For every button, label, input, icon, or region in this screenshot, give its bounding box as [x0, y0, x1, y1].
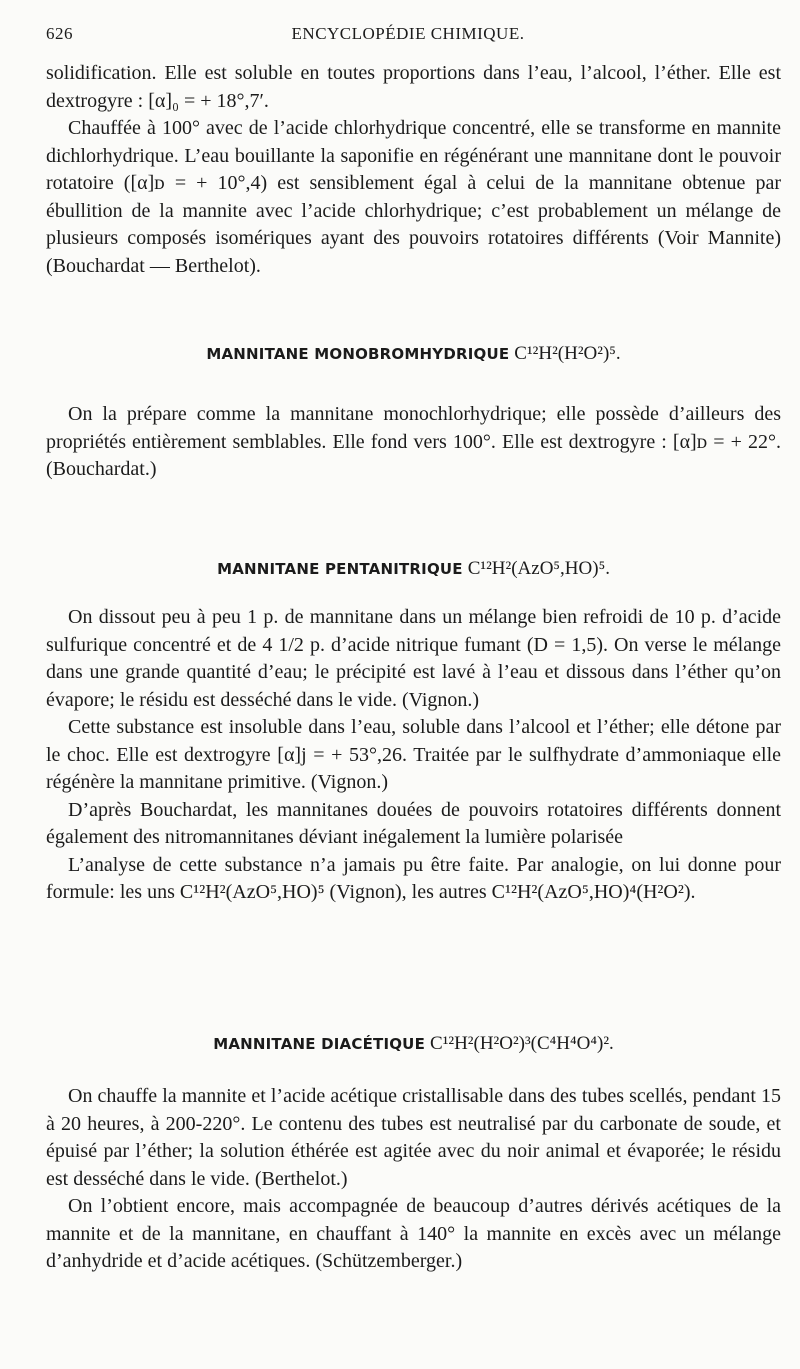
- paragraph: L’analyse de cette substance n’a jamais pu être faite. Par analogie, on lui donne pour formule: les uns C¹²H²(AzO⁵,HO)⁵ (Vignon), les autres C¹²H²(AzO⁵,HO)⁴(H²O²).: [46, 853, 781, 903]
- section-pentanitrique: [46, 555, 781, 583]
- paragraph: Chauffée à 100° avec de l’acide chlorhydrique concentré, elle se transforme en mannite dichlorhydrique. L’eau bouillante la saponifie en régénérant une mannitane dont le pouvoir rotatoire ([α]ᴅ = + 10°,4) est sensiblement égal à celui de la mannitane obtenue par ébullition de la mannite avec l’acide chlorhydrique; c’est probablement un mélange de plusieurs composés isomériques ayant des pouvoirs rotatoires différents (Voir Mannite) (Bouchardat — Berthelot).: [46, 117, 781, 277]
- page-number: 626: [46, 24, 73, 43]
- section-title: MANNITANE PENTANITRIQUE: [217, 560, 463, 578]
- section-pentanitrique-text: [46, 604, 781, 907]
- paragraph: solidification. Elle est soluble en toutes proportions dans l’eau, l’alcool, l’éther. Elle est dextrogyre : [α]₀ = + 18°,7′.: [46, 62, 781, 112]
- section-heading: [46, 555, 781, 583]
- section-heading: [46, 340, 781, 368]
- page-header: [46, 24, 770, 48]
- section-monobromhydrique: [46, 340, 781, 368]
- section-diacetique-text: [46, 1083, 781, 1276]
- paragraph: Cette substance est insoluble dans l’eau, soluble dans l’alcool et l’éther; elle détone par le choc. Elle est dextrogyre [α]j = + 53°,26. Traitée par le sulfhydrate d’ammoniaque elle régénère la mannitane primitive. (Vignon.): [46, 716, 781, 793]
- paragraph: On dissout peu à peu 1 p. de mannitane dans un mélange bien refroidi de 10 p. d’acide sulfurique concentré et de 4 1/2 p. d’acide nitrique fumant (D = 1,5). On verse le mélange dans une grande quantité d’eau; le précipité est lavé à l’eau et dissous dans l’éther qu’on évapore; le résidu est desséché dans le vide. (Vignon.): [46, 606, 781, 711]
- section-diacetique: [46, 1030, 781, 1058]
- section-formula: C¹²H²(H²O²)³(C⁴H⁴O⁴)².: [430, 1033, 614, 1054]
- section-monobromhydrique-text: [46, 401, 781, 484]
- intro-block: [46, 60, 781, 280]
- section-formula: C¹²H²(AzO⁵,HO)⁵.: [467, 558, 610, 579]
- section-formula: C¹²H²(H²O²)⁵.: [514, 343, 621, 364]
- paragraph: On la prépare comme la mannitane monochlorhydrique; elle possède d’ailleurs des propriétés entièrement semblables. Elle fond vers 100°. Elle est dextrogyre : [α]ᴅ = + 22°. (Bouchardat.): [46, 403, 781, 480]
- section-title: MANNITANE MONOBROMHYDRIQUE: [206, 345, 510, 363]
- paragraph: D’après Bouchardat, les mannitanes douées de pouvoirs rotatoires différents donnent également des nitromannitanes déviant inégalement la lumière polarisée: [46, 798, 781, 848]
- paragraph: On chauffe la mannite et l’acide acétique cristallisable dans des tubes scellés, pendant 15 à 20 heures, à 200-220°. Le contenu des tubes est neutralisé par du carbonate de soude, et épuisé par l’éther; la solution éthérée est agitée avec du noir animal et évaporée; le résidu est desséché dans le vide. (Berthelot.): [46, 1085, 781, 1190]
- running-title: ENCYCLOPÉDIE CHIMIQUE.: [291, 24, 525, 43]
- section-heading: [46, 1030, 781, 1058]
- section-title: MANNITANE DIACÉTIQUE: [213, 1035, 426, 1053]
- paragraph: On l’obtient encore, mais accompagnée de beaucoup d’autres dérivés acétiques de la mannite et de la mannitane, en chauffant à 140° la mannite en excès avec un mélange d’anhydride et d’acide acétiques. (Schützemberger.): [46, 1195, 781, 1272]
